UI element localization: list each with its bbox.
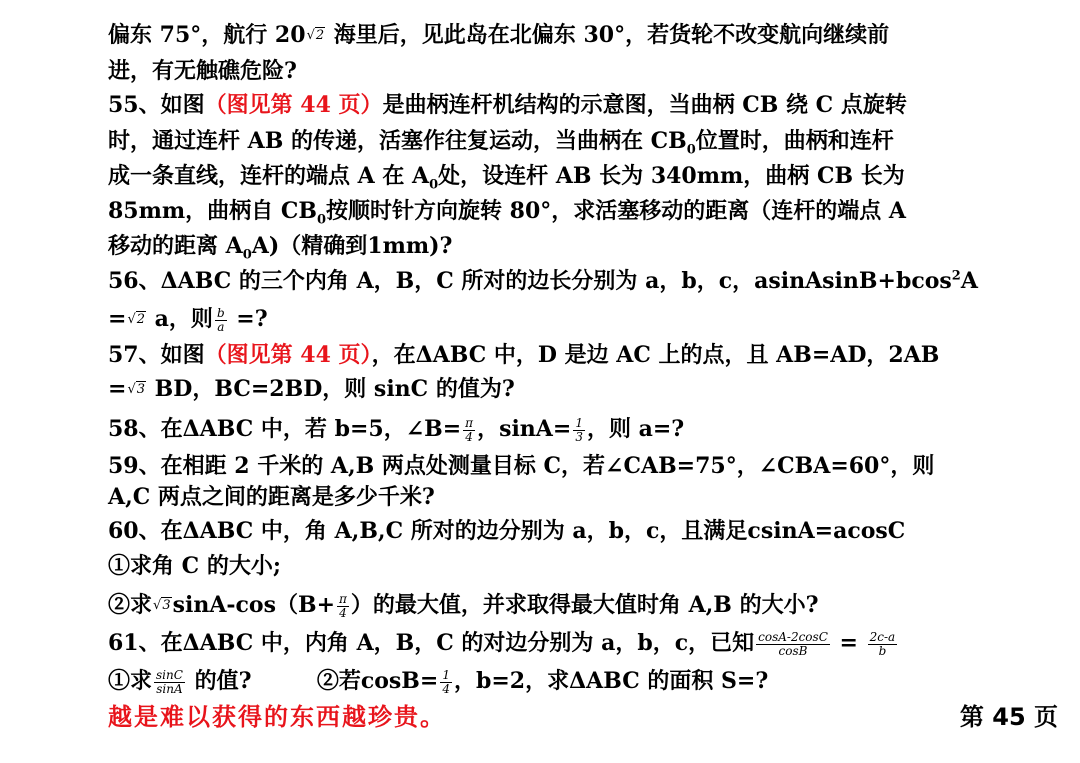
text: ②若cosB= bbox=[316, 668, 439, 694]
text-line: 85mm，曲柄自 $CB_0$按顺时针方向旋转 80°，求活塞移动的距离（连杆的端点 A bbox=[108, 198, 906, 228]
text: = bbox=[108, 376, 127, 402]
text: ，sinA= bbox=[477, 416, 572, 442]
text-line: 时，通过连杆 AB 的传递，活塞作往复运动，当曲柄在 $CB_0$位置时，曲柄和连杆 bbox=[108, 128, 894, 158]
text: 进，有无触礁危险? bbox=[108, 58, 297, 84]
figure-reference: （图见第 44 页） bbox=[204, 92, 383, 118]
text: 85mm，曲柄自 CB bbox=[108, 198, 317, 224]
text: ，则 a=? bbox=[586, 416, 685, 442]
text-line: 成一条直线，连杆的端点 A 在 $A_0$处，设连杆 AB 长为 340mm，曲柄 CB 长为 bbox=[108, 163, 905, 193]
figure-reference: （图见第 44 页） bbox=[204, 342, 372, 368]
text: 55、如图 bbox=[108, 92, 205, 118]
fraction-side-ratio: $\frac{2c-a}{b}$ bbox=[869, 629, 896, 658]
text: 时，通过连杆 AB 的传递，活塞作往复运动，当曲柄在 CB bbox=[108, 128, 687, 154]
text-line bbox=[108, 54, 1068, 88]
text: 成一条直线，连杆的端点 A 在 A bbox=[108, 163, 430, 189]
question-55 bbox=[108, 88, 1068, 122]
fraction-cos-ratio: $\frac{\cos A-2\cos C}{\cos B}$ bbox=[758, 629, 828, 658]
question-58 bbox=[108, 412, 1068, 446]
sqrt-3: √3 bbox=[153, 598, 171, 613]
text-line bbox=[108, 302, 1068, 337]
text: ①求 bbox=[108, 668, 153, 694]
text-line bbox=[108, 549, 1068, 583]
fraction-one-fourth: $\frac{1}{4}$ bbox=[442, 667, 450, 696]
sqrt-2: √2 bbox=[306, 28, 325, 43]
text: A bbox=[960, 268, 978, 294]
page-number: 第 45 页 bbox=[959, 703, 1058, 731]
text: 58、在ΔABC 中，若 b=5，∠B= bbox=[108, 416, 462, 442]
text: 偏东 75°，航行 20 bbox=[108, 22, 306, 48]
text: 按顺时针方向旋转 80°，求活塞移动的距离（连杆的端点 A bbox=[325, 198, 906, 224]
fraction-b-over-a: $\frac{b}{a}$ bbox=[216, 305, 225, 334]
question-61 bbox=[108, 626, 1068, 660]
question-56: 56、ΔABC 的三个内角 A，B，C 所对的边长分别为 a，b，c，asinAsinB+bcos$^2$A bbox=[108, 268, 978, 294]
question-59 bbox=[108, 449, 1068, 483]
fraction-pi-over-4: $\frac{\pi}{4}$ bbox=[465, 415, 474, 444]
fraction-pi-over-4: $\frac{\pi}{4}$ bbox=[339, 591, 347, 620]
text: 57、如图 bbox=[108, 342, 205, 368]
text: ，b=2，求ΔABC 的面积 S=? bbox=[453, 668, 769, 694]
text: 59、在相距 2 千米的 A,B 两点处测量目标 C，若∠CAB=75°，∠CBA=60°，则 bbox=[108, 453, 935, 479]
footer-motto: 越是难以获得的东西越珍贵。 bbox=[108, 702, 446, 731]
question-60 bbox=[108, 514, 1068, 548]
text: 位置时，曲柄和连杆 bbox=[695, 128, 894, 154]
text: ）的最大值，并求取得最大值时角 A,B 的大小? bbox=[350, 592, 819, 618]
question-57 bbox=[108, 338, 1068, 372]
text: 61、在ΔABC 中，内角 A，B，C 的对边分别为 a，b，c，已知 bbox=[108, 630, 755, 656]
text: 60、在ΔABC 中，角 A,B,C 所对的边分别为 a，b，c，且满足csinA=acosC bbox=[108, 518, 906, 544]
text: 海里后，见此岛在北偏东 30°，若货轮不改变航向继续前 bbox=[326, 22, 890, 48]
text: BD，BC=2BD，则 sinC 的值为? bbox=[147, 376, 515, 402]
text-line bbox=[108, 480, 1068, 514]
text-line bbox=[108, 372, 1068, 407]
text: 移动的距离 A bbox=[108, 233, 243, 259]
text: a，则 bbox=[147, 306, 213, 332]
text: 是曲柄连杆机结构的示意图，当曲柄 CB 绕 C 点旋转 bbox=[382, 92, 907, 118]
sqrt-3: √3 bbox=[127, 382, 146, 397]
text: 的值? bbox=[186, 668, 252, 694]
text-line: 移动的距离 $A_0A$)（精确到1mm)? bbox=[108, 233, 453, 263]
text: 处，设连杆 AB 长为 340mm，曲柄 CB 长为 bbox=[438, 163, 905, 189]
text: =? bbox=[228, 306, 268, 332]
text: A)（精确到1mm)? bbox=[251, 233, 453, 259]
text: ，在ΔABC 中，D 是边 AC 上的点，且 AB=AD，2AB bbox=[371, 342, 940, 368]
text: = bbox=[108, 306, 127, 332]
text-line bbox=[108, 18, 1068, 53]
text: = bbox=[831, 630, 866, 656]
text: 56、ΔABC 的三个内角 A，B，C 所对的边长分别为 a，b，c，asinAsinB+bcos bbox=[108, 268, 952, 294]
text: sinA-cos（B+ bbox=[172, 592, 336, 618]
sqrt-2: √2 bbox=[127, 312, 146, 327]
text: ②求 bbox=[108, 592, 153, 618]
text-line bbox=[108, 588, 1068, 623]
fraction-sinC-over-sinA: $\frac{\sin C}{\sin A}$ bbox=[156, 667, 183, 696]
text: ①求角 C 的大小; bbox=[108, 553, 281, 579]
fraction-one-third: $\frac{1}{3}$ bbox=[575, 415, 583, 444]
text: A,C 两点之间的距离是多少千米? bbox=[108, 484, 435, 510]
text-line bbox=[108, 664, 1068, 698]
